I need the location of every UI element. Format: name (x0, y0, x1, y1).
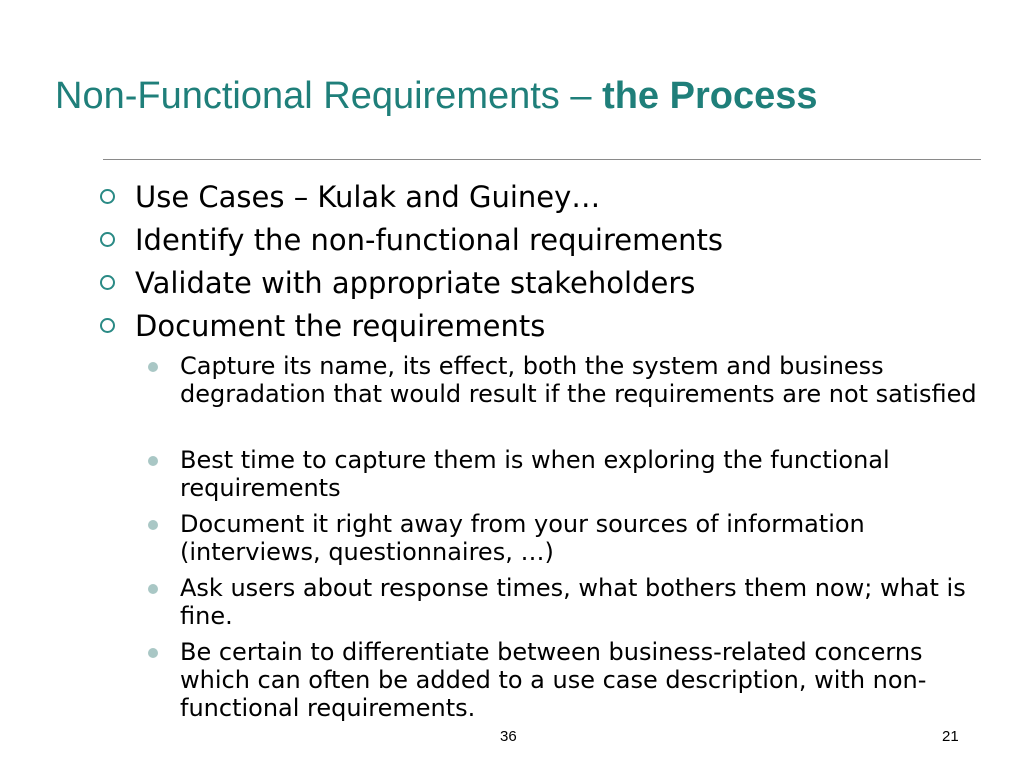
filled-dot-icon (148, 456, 158, 466)
sub-bullet-item (180, 638, 980, 722)
sub-bullet-text: Capture its name, its effect, both the system and business degradation that would result if the requirements are not satisfied (180, 352, 977, 408)
slide-title-regular: Non-Functional Requirements – (55, 75, 603, 117)
sub-bullet-item (180, 510, 980, 566)
slide-page-number: 21 (942, 728, 959, 745)
sub-bullet-item (180, 446, 980, 502)
filled-dot-icon (148, 520, 158, 530)
bullet-text: Use Cases – Kulak and Guiney… (135, 180, 601, 214)
sub-bullet-text: Ask users about response times, what bothers them now; what is fine. (180, 574, 966, 630)
slide-title-bold: the Process (602, 75, 818, 117)
sub-bullet-item (180, 352, 980, 408)
slide-footer-number: 36 (500, 728, 517, 745)
filled-dot-icon (148, 648, 158, 658)
hollow-circle-icon (100, 275, 115, 290)
sub-bullet-text: Best time to capture them is when exploring the functional requirements (180, 446, 890, 502)
bullet-text: Identify the non-functional requirements (135, 223, 724, 257)
sub-bullet-text: Document it right away from your sources of information (interviews, questionnaires, …) (180, 510, 865, 566)
filled-dot-icon (148, 584, 158, 594)
hollow-circle-icon (100, 318, 115, 333)
sub-bullet-item (180, 574, 980, 630)
hollow-circle-icon (100, 189, 115, 204)
bullet-text: Document the requirements (135, 309, 546, 343)
hollow-circle-icon (100, 232, 115, 247)
filled-dot-icon (148, 362, 158, 372)
slide-title (55, 72, 1015, 120)
bullet-text: Validate with appropriate stakeholders (135, 266, 696, 300)
sub-bullet-text: Be certain to differentiate between business-related concerns which can often be added to a use case description, with non-functional requirements. (180, 638, 927, 722)
title-divider (103, 159, 981, 160)
